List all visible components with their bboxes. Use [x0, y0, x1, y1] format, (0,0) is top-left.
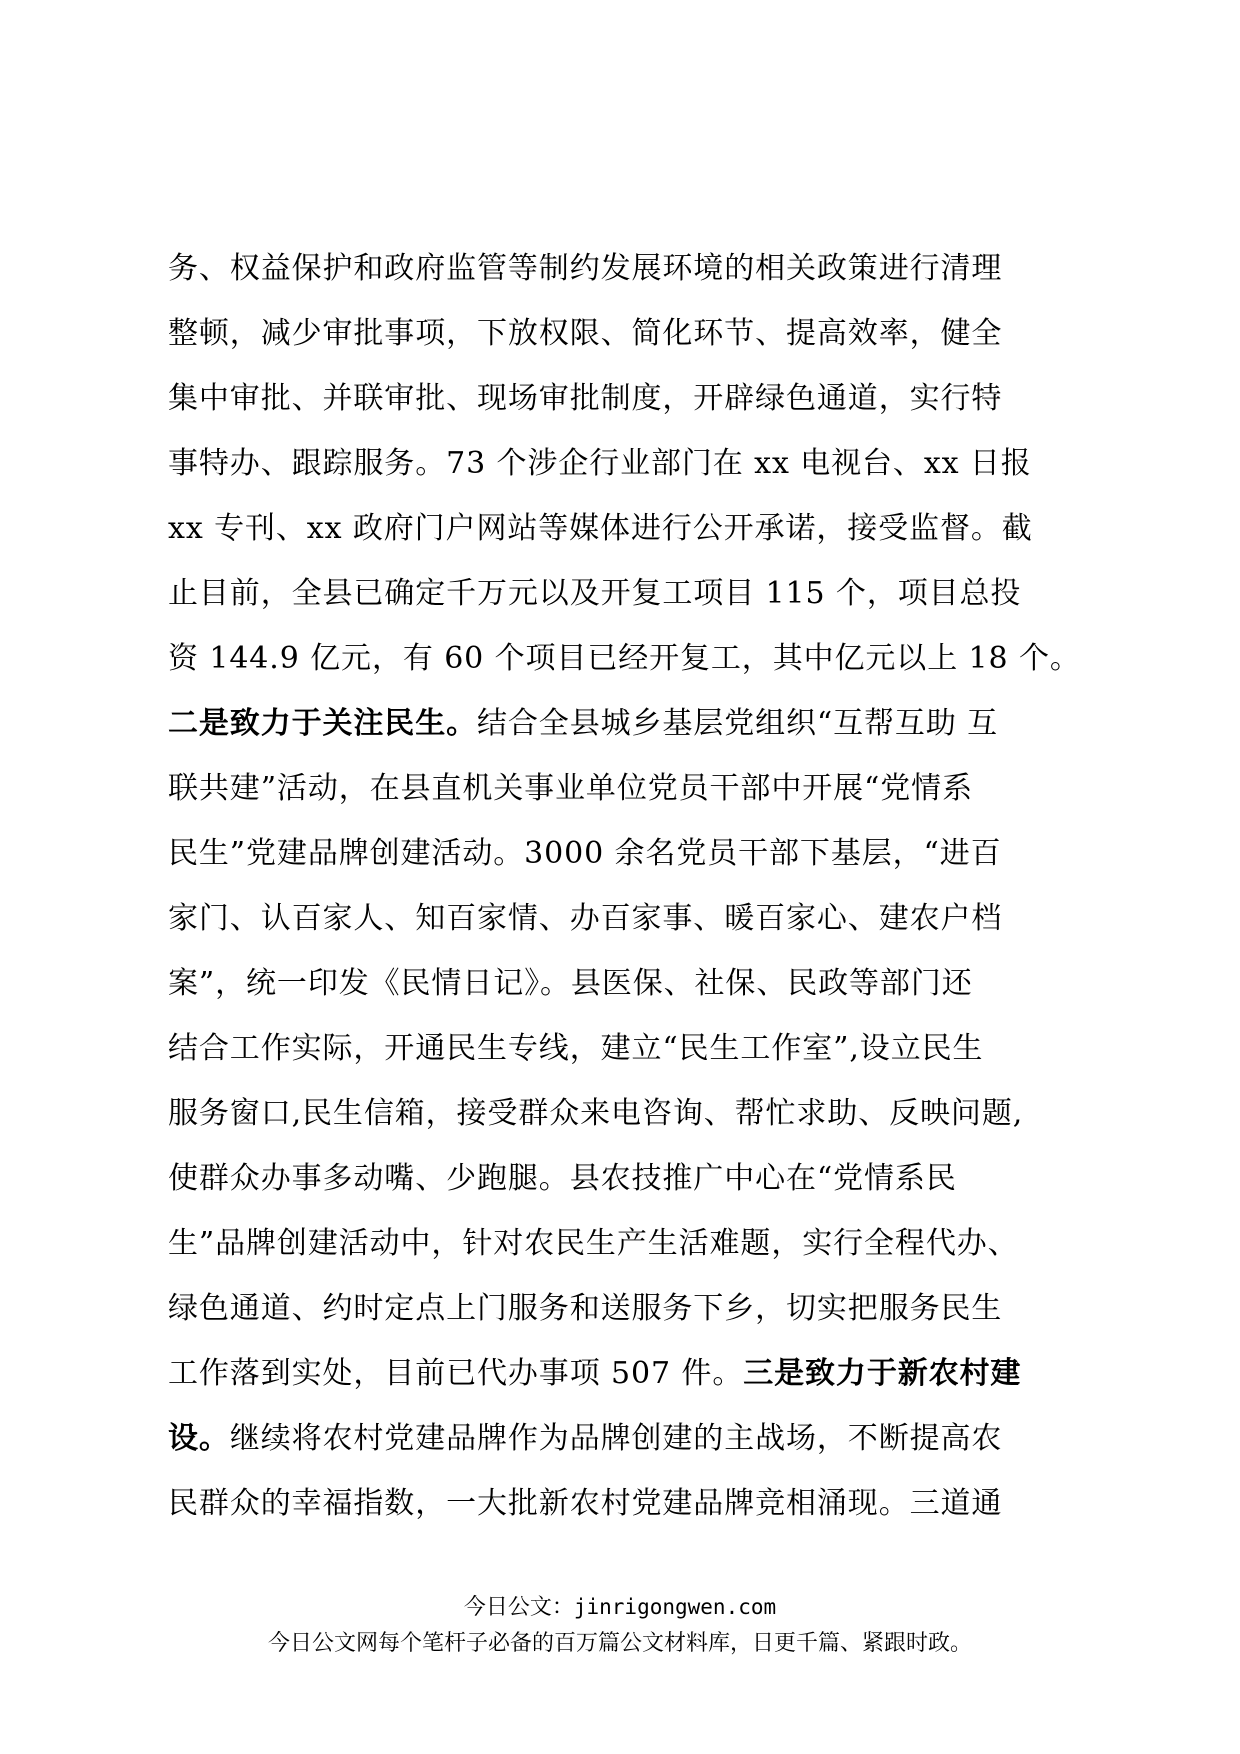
section-heading-2: 二是致力于关注民生。	[168, 706, 477, 741]
footer-source	[0, 1590, 1240, 1621]
text-segment: 生”品牌创建活动中，针对农民生产生活难题，实行全程代办、	[168, 1226, 1019, 1261]
text-line	[168, 1146, 1088, 1211]
text-line	[168, 431, 1088, 496]
footer-source-label: 今日公文：	[463, 1595, 574, 1620]
text-line	[168, 1471, 1088, 1536]
text-segment: 止目前，全县已确定千万元以及开复工项目 115 个，项目总投	[168, 576, 1022, 611]
text-line	[168, 1276, 1088, 1341]
text-line	[168, 366, 1088, 431]
text-line	[168, 1341, 1088, 1406]
text-line	[168, 561, 1088, 626]
text-line	[168, 951, 1088, 1016]
text-line	[168, 236, 1088, 301]
text-segment: 服务窗口,民生信箱，接受群众来电咨询、帮忙求助、反映问题,	[168, 1096, 1024, 1131]
text-segment: 整顿，减少审批事项，下放权限、简化环节、提高效率，健全	[168, 316, 1003, 351]
text-line	[168, 756, 1088, 821]
text-segment: 家门、认百家人、知百家情、办百家事、暖百家心、建农户档	[168, 901, 1003, 936]
text-line	[168, 626, 1088, 691]
section-heading-3-end: 设。	[168, 1421, 230, 1456]
section-heading-3: 三是致力于新农村建	[743, 1356, 1022, 1391]
text-line	[168, 1211, 1088, 1276]
text-line	[168, 496, 1088, 561]
footer-tagline: 今日公文网每个笔杆子必备的百万篇公文材料库，日更千篇、紧跟时政。	[267, 1631, 972, 1656]
text-segment: 工作落到实处，目前已代办事项 507 件。	[168, 1356, 744, 1391]
text-line	[168, 886, 1088, 951]
text-segment: 集中审批、并联审批、现场审批制度，开辟绿色通道，实行特	[168, 381, 1003, 416]
text-line	[168, 691, 1088, 756]
text-line	[168, 1081, 1088, 1146]
text-line	[168, 1406, 1088, 1471]
text-segment: 绿色通道、约时定点上门服务和送服务下乡，切实把服务民生	[168, 1291, 1003, 1326]
text-segment: 民生”党建品牌创建活动。3000 余名党员干部下基层，“进百	[168, 836, 1002, 871]
text-segment: 民群众的幸福指数，一大批新农村党建品牌竞相涌现。三道通	[168, 1486, 1003, 1521]
footer-source-link[interactable]: jinrigongwen.com	[573, 1595, 777, 1619]
text-segment: xx 专刊、xx 政府门户网站等媒体进行公开承诺，接受监督。截	[168, 511, 1033, 546]
text-segment: 资 144.9 亿元，有 60 个项目已经开复工，其中亿元以上 18 个。	[168, 641, 1081, 676]
text-segment: 案”，统一印发《民情日记》。县医保、社保、民政等部门还	[168, 966, 973, 1001]
text-line	[168, 821, 1088, 886]
text-segment: 继续将农村党建品牌作为品牌创建的主战场，不断提高农	[229, 1421, 1003, 1456]
text-segment: 结合全县城乡基层党组织“互帮互助 互	[477, 706, 999, 741]
text-line	[168, 1016, 1088, 1081]
text-line	[168, 301, 1088, 366]
text-segment: 结合工作实际，开通民生专线，建立“民生工作室”,设立民生	[168, 1031, 984, 1066]
text-segment: 使群众办事多动嘴、少跑腿。县农技推广中心在“党情系民	[168, 1161, 957, 1196]
text-segment: 联共建”活动，在县直机关事业单位党员干部中开展“党情系	[168, 771, 973, 806]
text-segment: 事特办、跟踪服务。73 个涉企行业部门在 xx 电视台、xx 日报	[168, 446, 1032, 481]
body-text	[168, 236, 1088, 1536]
text-segment: 务、权益保护和政府监管等制约发展环境的相关政策进行清理	[168, 251, 1003, 286]
